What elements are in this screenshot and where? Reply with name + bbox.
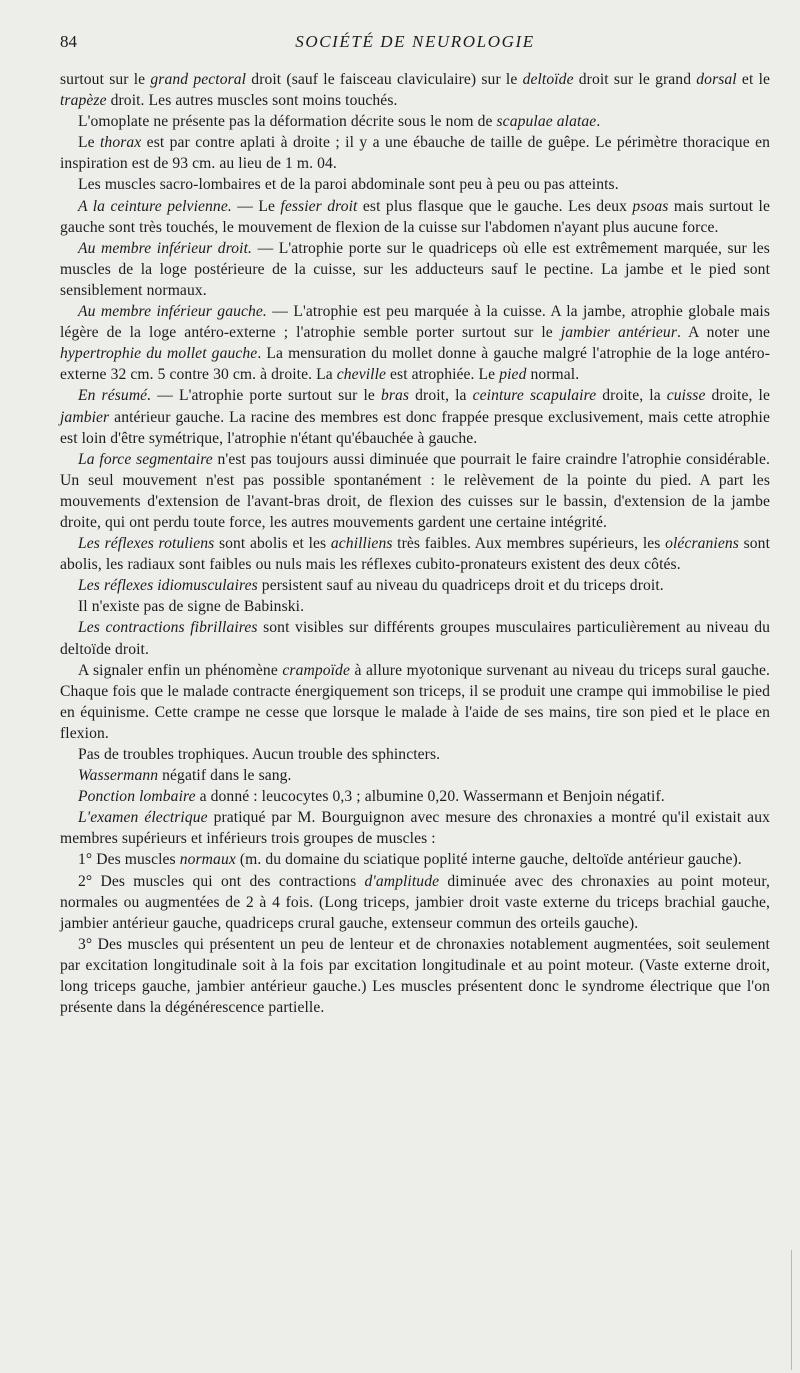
- paragraph: surtout sur le grand pectoral droit (sauf le faisceau claviculaire) sur le deltoïde droit sur le grand dorsal et le trapèze droit. Les autres muscles sont moins touchés.: [60, 71, 771, 110]
- paragraph: Il n'existe pas de signe de Babinski.: [78, 598, 305, 616]
- paragraph: A la ceinture pelvienne. — Le fessier droit est plus flasque que le gauche. Les deux psoas mais surtout le gauche sont très touchés, le mouvement de flexion de la cuisse sur l'abdomen n'ayant plus aucune force.: [60, 197, 770, 236]
- paragraph: Le thorax est par contre aplati à droite ; il y a une ébauche de taille de guêpe. Le périmètre thoracique en inspiration est de 93 cm. au lieu de 1 m. 04.: [60, 134, 770, 173]
- paragraph: Au membre inférieur gauche. — L'atrophie est peu marquée à la cuisse. A la jambe, atrophie globale mais légère de la loge antéro-externe ; l'atrophie semble porter surtout sur le jambier antérieur. A noter une hypertrophie du mollet gauche. La mensuration du mollet donne à gauche malgré l'atrophie de la loge antéro-externe 32 cm. 5 contre 30 cm. à droite. La cheville est atrophiée. Le pied normal.: [60, 303, 770, 384]
- page-number: 84: [60, 32, 77, 51]
- paragraph: Les contractions fibrillaires sont visibles sur différents groupes musculaires particulièrement au niveau du deltoïde droit.: [60, 619, 770, 658]
- paragraph: Au membre inférieur droit. — L'atrophie porte sur le quadriceps où elle est extrêmement marquée, sur les muscles de la loge postérieure de la cuisse, sur les adducteurs sauf le pectine. La jambe et le pied sont sensiblement normaux.: [60, 239, 770, 299]
- paragraph: Ponction lombaire a donné : leucocytes 0,3 ; albumine 0,20. Wassermann et Benjoin négatif.: [78, 788, 665, 806]
- paragraph: 1° Des muscles normaux (m. du domaine du sciatique poplité interne gauche, deltoïde antérieur gauche).: [78, 851, 742, 869]
- journal-title: SOCIÉTÉ DE NEUROLOGIE: [295, 32, 535, 51]
- paragraph: 2° Des muscles qui ont des contractions d'amplitude diminuée avec des chronaxies au point moteur, normales ou augmentées de 2 à 4 fois. (Long triceps, jambier droit vaste externe du triceps brachial gauche, jambier antérieur gauche, quadriceps crural gauche, extenseur commun des orteils gauche).: [60, 872, 770, 932]
- paragraph: Les réflexes rotuliens sont abolis et les achilliens très faibles. Aux membres supérieurs, les olécraniens sont abolis, les radiaux sont faibles ou nuls mais les réflexes cubito-pronateurs existent des deux côtés.: [60, 535, 770, 574]
- paragraph: A signaler enfin un phénomène crampoïde à allure myotonique survenant au niveau du triceps sural gauche. Chaque fois que le malade contracte énergiquement son triceps, il se produit une crampe qui immobilise le pied en équinisme. Cette crampe ne cesse que lorsque le malade à l'aide de ses mains, tire son pied et le place en flexion.: [60, 661, 770, 742]
- paragraph: Pas de troubles trophiques. Aucun trouble des sphincters.: [78, 746, 441, 763]
- document-page: [60, 0, 770, 1373]
- paragraph: Les réflexes idiomusculaires persistent sauf au niveau du quadriceps droit et du triceps droit.: [78, 577, 664, 595]
- paragraph: L'omoplate ne présente pas la déformation décrite sous le nom de scapulae alatae.: [78, 113, 601, 131]
- paragraph: Wassermann négatif dans le sang.: [78, 767, 292, 785]
- paragraph: Les muscles sacro-lombaires et de la paroi abdominale sont peu à peu ou pas atteints.: [78, 176, 619, 194]
- running-head: [60, 32, 770, 54]
- paragraph: L'examen électrique pratiqué par M. Bourguignon avec mesure des chronaxies a montré qu'il existait aux membres supérieurs et inférieurs trois groupes de muscles :: [60, 809, 770, 848]
- paragraph: 3° Des muscles qui présentent un peu de lenteur et de chronaxies notablement augmentées, soit seulement par excitation longitudinale soit à la fois par excitation longitudinale et au point moteur. (Vaste externe droit, long triceps gauche, jambier antérieur gauche.) Les muscles présentent donc le syndrome électrique que l'on présente dans la dégénérescence partielle.: [60, 935, 770, 1017]
- paragraph: En résumé. — L'atrophie porte surtout sur le bras droit, la ceinture scapulaire droite, la cuisse droite, le jambier antérieur gauche. La racine des membres est donc frappée presque exclusivement, mais cette atrophie est loin d'être symétrique, l'atrophie n'étant qu'ébauchée à gauche.: [60, 387, 770, 447]
- paragraph: La force segmentaire n'est pas toujours aussi diminuée que pourrait le faire craindre l'atrophie considérable. Un seul mouvement n'est pas possible spontanément : le relèvement de la pointe du pied. A part les mouvements d'extension de l'avant-bras droit, de flexion des cuisses sur le bassin, d'extension de la jambe droite, qui ont perdu toute force, les autres mouvements gardent une certaine intégrité.: [60, 450, 770, 531]
- page-edge-shadow: [791, 1250, 792, 1370]
- body-text: [60, 69, 770, 1018]
